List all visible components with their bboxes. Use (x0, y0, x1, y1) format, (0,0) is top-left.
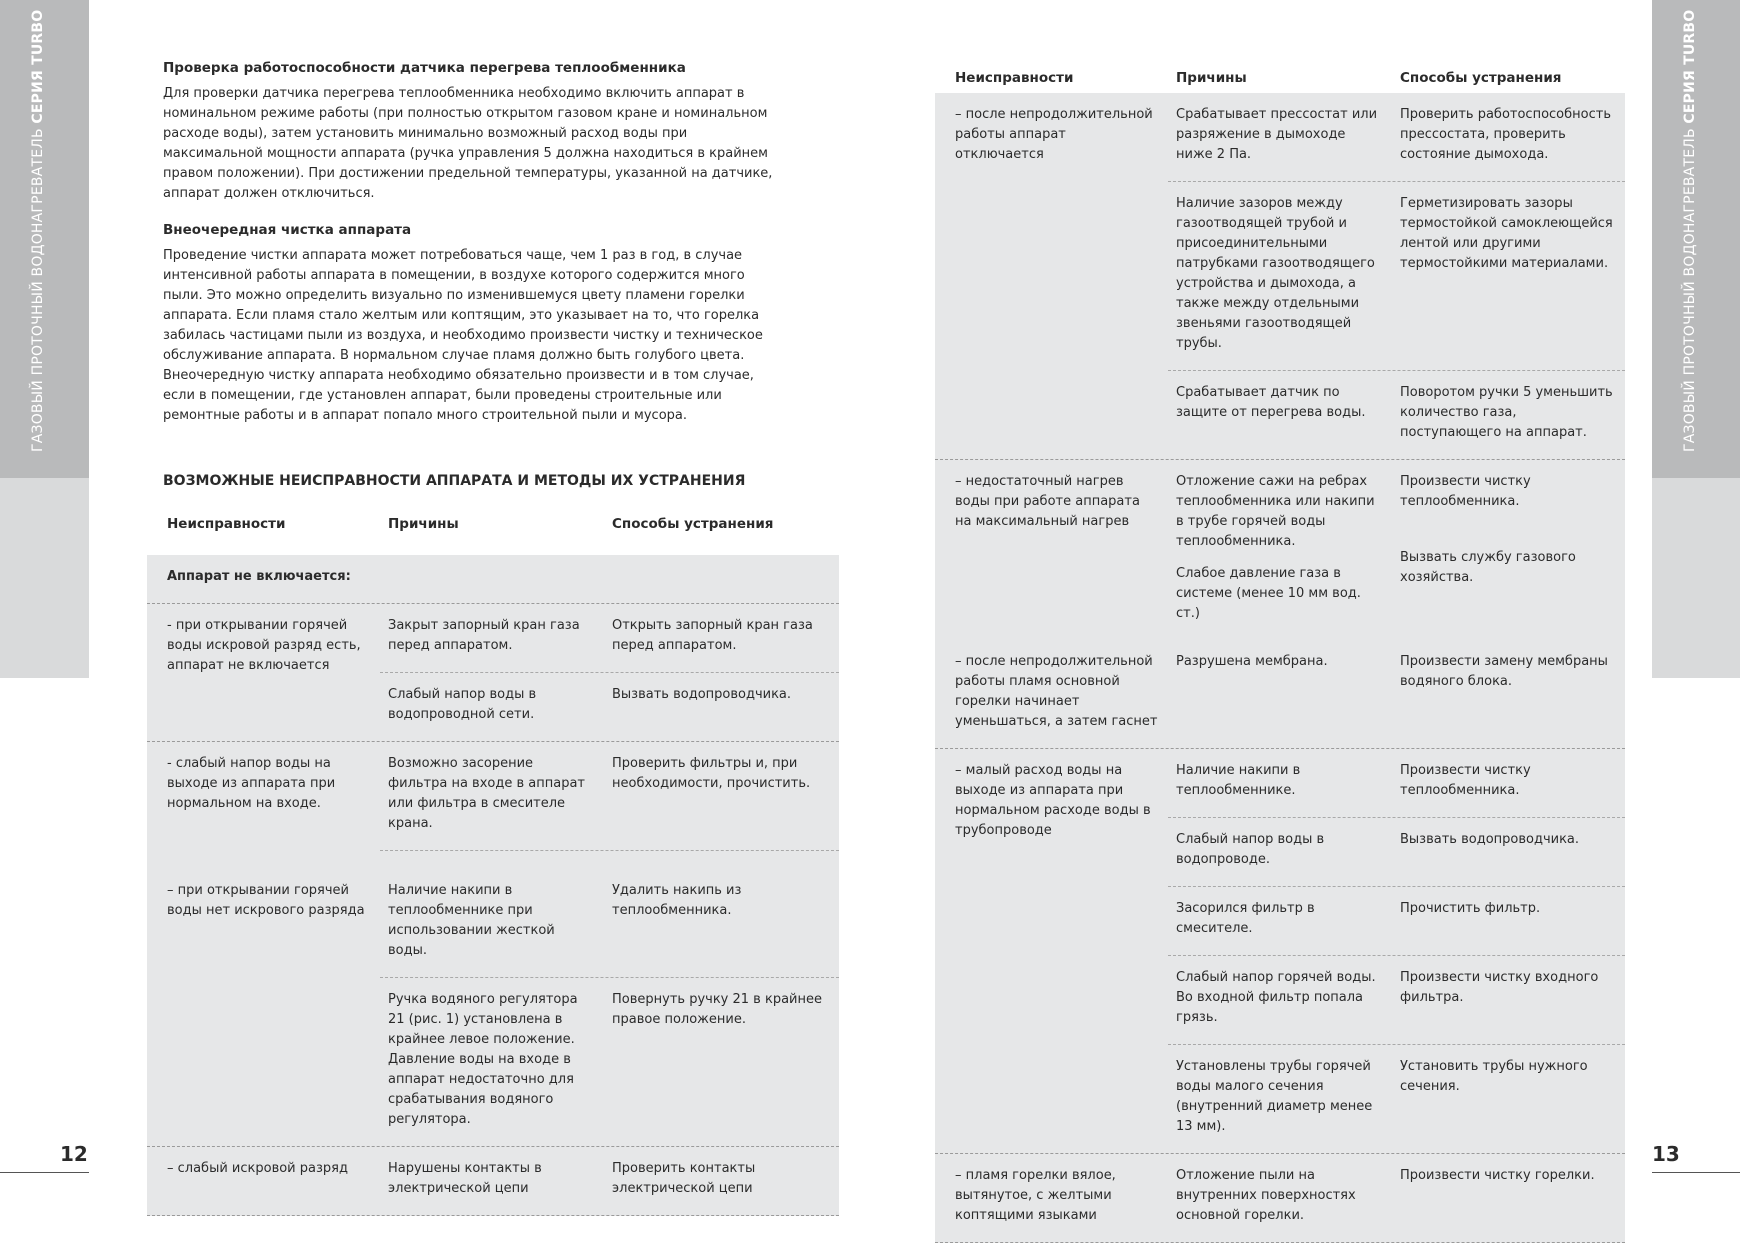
right-side-caption (1682, 10, 1698, 452)
fix-cell: Поворотом ручки 5 уменьшить количество газа, поступающего на аппарат. (1400, 385, 1613, 440)
table-row (935, 640, 1625, 749)
cause-cell: Возможно засорение фильтра на входе в аппарат или фильтра в смесителе крана. (388, 756, 585, 831)
group-title: Аппарат не включается: (147, 555, 839, 604)
cause-fix-group (1168, 93, 1625, 459)
right-side-caption-bold: СЕРИЯ TURBO (1682, 9, 1698, 124)
cause-cell: Нарушены контакты в электрической цепи (388, 1161, 542, 1196)
left-side-caption (30, 10, 46, 452)
fix-cell: Вызвать водопроводчика. (612, 687, 792, 702)
cause-fix-row (380, 742, 839, 851)
cause-fix-row (1168, 1154, 1625, 1242)
fault-cell: – после непродолжительной работы пламя основной горелки начинает уменьшаться, а затем гаснет (955, 654, 1158, 729)
page-rule-left (0, 1172, 89, 1173)
header-fault: Неисправности (167, 516, 286, 532)
section-title-extra-cleaning: Внеочередная чистка аппарата (163, 222, 412, 238)
header-fix: Способы устранения (612, 516, 774, 532)
cause-cell: Слабый напор горячей воды. Во входной фильтр попала грязь. (1176, 970, 1376, 1025)
fix-cell: Открыть запорный кран газа перед аппаратом. (612, 618, 813, 653)
cause-fix-row (380, 978, 839, 1146)
cause-fix-group (1168, 1154, 1625, 1242)
fix-cell: Проверить контакты электрической цепи (612, 1161, 756, 1196)
fix-cell: Произвести чистку горелки. (1400, 1168, 1595, 1183)
fix-cell: Удалить накипь из теплообменника. (612, 883, 742, 918)
cause-fix-row (1168, 887, 1625, 956)
cause-fix-row (1168, 182, 1625, 371)
fault-cell: – пламя горелки вялое, вытянутое, с желтыми коптящими языками (955, 1168, 1116, 1223)
cause-fix-row (380, 851, 839, 978)
cause-fix-group (380, 742, 839, 851)
fix-cell: Герметизировать зазоры термостойкой самоклеющейся лентой или другими термостойкими материалами. (1400, 196, 1613, 271)
table-row (935, 93, 1625, 460)
table-heading: ВОЗМОЖНЫЕ НЕИСПРАВНОСТИ АППАРАТА И МЕТОДЫ ИХ УСТРАНЕНИЯ (163, 473, 746, 489)
fault-cell: - при открывании горячей воды искровой разряд есть, аппарат не включается (167, 618, 361, 673)
fault-cell: – после непродолжительной работы аппарат отключается (955, 107, 1153, 162)
fault-cell: – при открывании горячей воды нет искрового разряда (167, 883, 365, 918)
fault-cell: – недостаточный нагрев воды при работе аппарата на максимальный нагрев (955, 474, 1140, 529)
left-page-text (163, 60, 783, 426)
cause-cell: Ручка водяного регулятора 21 (рис. 1) установлена в крайнее левое положение. Давление воды на входе в аппарат недостаточно для срабатывания водяного регулятора. (388, 992, 578, 1127)
table-row (935, 749, 1625, 1154)
fault-cell: - слабый напор воды на выходе из аппарата при нормальном на входе. (167, 756, 336, 811)
header-fault: Неисправности (955, 70, 1074, 86)
header-cause: Причины (388, 516, 459, 532)
cause-cell: Отложение сажи на ребрах теплообменника или накипи в трубе горячей воды теплообменника. (1176, 474, 1375, 549)
section-title-sensor-check: Проверка работоспособности датчика перегрева теплообменника (163, 60, 686, 76)
cause-cell: Срабатывает датчик по защите от перегрева воды. (1176, 385, 1366, 420)
fix-cell: Прочистить фильтр. (1400, 901, 1541, 916)
table-row (147, 742, 839, 851)
left-faults-table (147, 508, 839, 1216)
table-row (147, 604, 839, 742)
cause-fix-group (1168, 460, 1625, 640)
cause-cell: Срабатывает прессостат или разряжение в дымоходе ниже 2 Па. (1176, 107, 1378, 162)
fix-cell: Проверить фильтры и, при необходимости, прочистить. (612, 756, 811, 791)
table-row (147, 1147, 839, 1216)
page-number-left: 12 (60, 1142, 88, 1166)
fix-cell: Произвести замену мембраны водяного блока. (1400, 654, 1608, 689)
right-faults-table (935, 62, 1625, 1243)
fix-cell: Произвести чистку теплообменника. (1400, 474, 1531, 509)
cause-cell: Закрыт запорный кран газа перед аппаратом. (388, 618, 580, 653)
cause-cell: Отложение пыли на внутренних поверхностях основной горелки. (1176, 1168, 1356, 1223)
cause-cell: Наличие накипи в теплообменнике при использовании жесткой воды. (388, 883, 555, 958)
table-body (147, 555, 839, 1216)
table-row (147, 851, 839, 1147)
cause-cell: Слабый напор воды в водопроводной сети. (388, 687, 537, 722)
cause-fix-group (1168, 640, 1625, 748)
fault-cell: – слабый искровой разряд (167, 1161, 348, 1176)
table-row (935, 1154, 1625, 1243)
section-text-sensor-check: Для проверки датчика перегрева теплообменника необходимо включить аппарат в номинальном режиме работы (при полностью открытом газовом кране и номинальном расходе воды), затем установить минимально возможный расход воды при максимальной мощности аппарата (ручка управления 5 должна находиться в крайнем правом положении). При достижении предельной температуры, указанной на датчике, аппарат должен отключиться. (163, 86, 773, 201)
table-header (147, 508, 839, 555)
header-fix: Способы устранения (1400, 70, 1562, 86)
section-text-extra-cleaning: Проведение чистки аппарата может потребоваться чаще, чем 1 раз в год, в случае интенсивной работы аппарата в помещении, в воздухе которого содержится много пыли. Это можно определить визуально по изменившемуся цвету пламени горелки аппарата. Если пламя стало желтым или коптящим, это указывает на то, что горелка забилась частицами пыли из воздуха, и необходимо произвести чистку и техническое обслуживание аппарата. В нормальном случае пламя должно быть голубого цвета. Внеочередную чистку аппарата необходимо обязательно произвести и в том случае, если в помещении, где установлен аппарат, были проведены строительные или ремонтные работы и в аппарат попало много строительной пыли и мусора. (163, 248, 763, 423)
fix-cell: Произвести чистку теплообменника. (1400, 763, 1531, 798)
cause-cell: Наличие накипи в теплообменнике. (1176, 763, 1301, 798)
cause-cell: Наличие зазоров между газоотводящей трубой и присоединительными патрубками газоотводящего устройства и дымохода, а также между отдельными звеньями газоотводящей трубы. (1176, 196, 1375, 351)
cause-fix-group (380, 851, 839, 1146)
page-rule-right (1652, 1172, 1740, 1173)
fix-cell: Проверить работоспособность прессостата, проверить состояние дымохода. (1400, 107, 1611, 162)
cause-fix-group (380, 1147, 839, 1215)
fix-cell: Повернуть ручку 21 в крайнее правое положение. (612, 992, 822, 1027)
cause-cell: Разрушена мембрана. (1176, 654, 1328, 669)
cause-fix-group (1168, 749, 1625, 1153)
table-header (935, 62, 1625, 93)
cause-fix-row (380, 604, 839, 673)
cause-fix-row (1168, 956, 1625, 1045)
header-cause: Причины (1176, 70, 1247, 86)
cause-fix-row (1168, 93, 1625, 182)
fix-cell: Вызвать службу газового хозяйства. (1400, 550, 1576, 585)
fix-cell: Вызвать водопроводчика. (1400, 832, 1580, 847)
left-side-band (0, 0, 89, 678)
cause-fix-row (1168, 1045, 1625, 1153)
table-row (935, 460, 1625, 640)
cause-fix-row (380, 673, 839, 741)
cause-cell: Установлены трубы горячей воды малого сечения (внутренний диаметр менее 13 мм). (1176, 1059, 1373, 1134)
fix-cell: Произвести чистку входного фильтра. (1400, 970, 1599, 1005)
cause-cell: Засорился фильтр в смесителе. (1176, 901, 1315, 936)
table-body (935, 93, 1625, 1243)
right-side-band (1652, 0, 1740, 678)
cause-cell: Слабый напор воды в водопроводе. (1176, 832, 1325, 867)
cause-fix-row (1168, 552, 1625, 640)
page-number-right: 13 (1652, 1142, 1680, 1166)
left-side-caption-normal: ГАЗОВЫЙ ПРОТОЧНЫЙ ВОДОНАГРЕВАТЕЛЬ (30, 123, 46, 452)
cause-fix-group (380, 604, 839, 741)
left-side-caption-bold: СЕРИЯ TURBO (30, 9, 46, 124)
cause-fix-row (1168, 371, 1625, 459)
cause-cell: Слабое давление газа в системе (менее 10 мм вод. ст.) (1176, 566, 1361, 621)
fix-cell: Установить трубы нужного сечения. (1400, 1059, 1588, 1094)
fault-cell: – малый расход воды на выходе из аппарата при нормальном расходе воды в трубопроводе (955, 763, 1151, 838)
cause-fix-row (380, 1147, 839, 1215)
cause-fix-row (1168, 640, 1625, 708)
cause-fix-row (1168, 818, 1625, 887)
right-side-caption-normal: ГАЗОВЫЙ ПРОТОЧНЫЙ ВОДОНАГРЕВАТЕЛЬ (1682, 123, 1698, 452)
cause-fix-row (1168, 749, 1625, 818)
